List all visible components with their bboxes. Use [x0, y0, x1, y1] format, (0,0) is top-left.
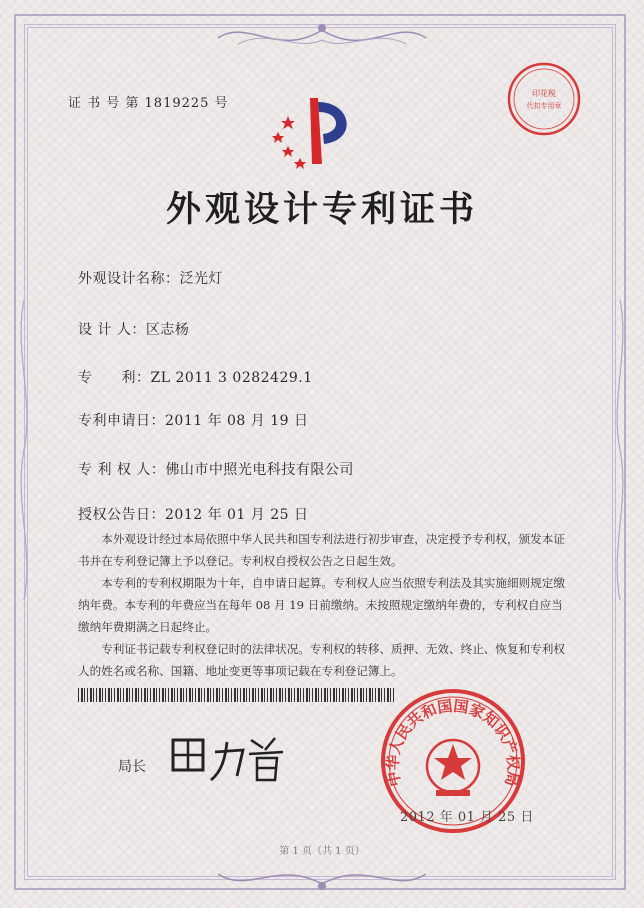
field-value: 泛光灯: [179, 271, 223, 287]
svg-text:代扣专用章: 代扣专用章: [526, 102, 562, 110]
svg-text:中华人民共和国国家知识产权局: 中华人民共和国国家知识产权局: [383, 696, 523, 789]
field-patent-number: [78, 367, 313, 387]
field-label: 设 计 人：: [78, 322, 146, 338]
field-value: 佛山市中照光电科技有限公司: [165, 462, 354, 478]
field-value: 2011 年 08 月 19 日: [165, 413, 309, 429]
patent-office-logo: [266, 92, 358, 172]
field-label: 外观设计名称：: [78, 271, 180, 287]
field-design-name: [78, 268, 223, 288]
field-designer: [78, 319, 189, 339]
field-filing-date: [78, 410, 309, 430]
bottom-ornament: [208, 860, 436, 894]
field-label: 授权公告日：: [78, 507, 165, 523]
barcode: [78, 688, 396, 702]
field-value: 区志杨: [145, 322, 190, 338]
body-paragraph: 本外观设计经过本局依照中华人民共和国专利法进行初步审查，决定授予专利权，颁发本证书并在专利登记簿上予以登记。专利权自授权公告之日起生效。: [78, 532, 565, 568]
certificate-body: [78, 528, 568, 682]
field-label: 专 利：: [78, 370, 151, 386]
page-number: 第 1 页（共 1 页）: [279, 846, 365, 857]
top-ornament: [208, 18, 436, 58]
left-ornament: [14, 300, 34, 600]
body-paragraph: 专利证书记载专利权登记时的法律状况。专利权的转移、质押、无效、终止、恢复和专利权人的姓名或名称、国籍、地址变更等事项记载在专利登记簿上。: [78, 642, 565, 678]
director-label: 局长: [118, 759, 146, 775]
field-value: ZL 2011 3 0282429.1: [150, 370, 313, 386]
director-signature: [165, 728, 295, 788]
field-patentee: [78, 459, 354, 479]
certificate-title: 外观设计专利证书: [165, 189, 478, 230]
field-label: 专利申请日：: [78, 413, 165, 429]
certificate-number: 证 书 号 第 1819225 号: [68, 96, 229, 111]
field-label: 专 利 权 人：: [78, 462, 166, 478]
agent-seal: [505, 60, 583, 138]
issue-date: 2012 年 01 月 25 日: [400, 810, 534, 825]
field-value: 2012 年 01 月 25 日: [165, 507, 309, 523]
right-ornament: [610, 300, 630, 600]
svg-text:印花税: 印花税: [532, 89, 556, 98]
body-paragraph: 本专利的专利权期限为十年，自申请日起算。专利权人应当依照专利法及其实施细则规定缴纳年费。本专利的年费应当在每年 08 月 19 日前缴纳。未按照规定缴纳年费的，专利权自应当缴纳年费期满之日起终止。: [78, 576, 565, 634]
field-grant-date: [78, 504, 309, 524]
